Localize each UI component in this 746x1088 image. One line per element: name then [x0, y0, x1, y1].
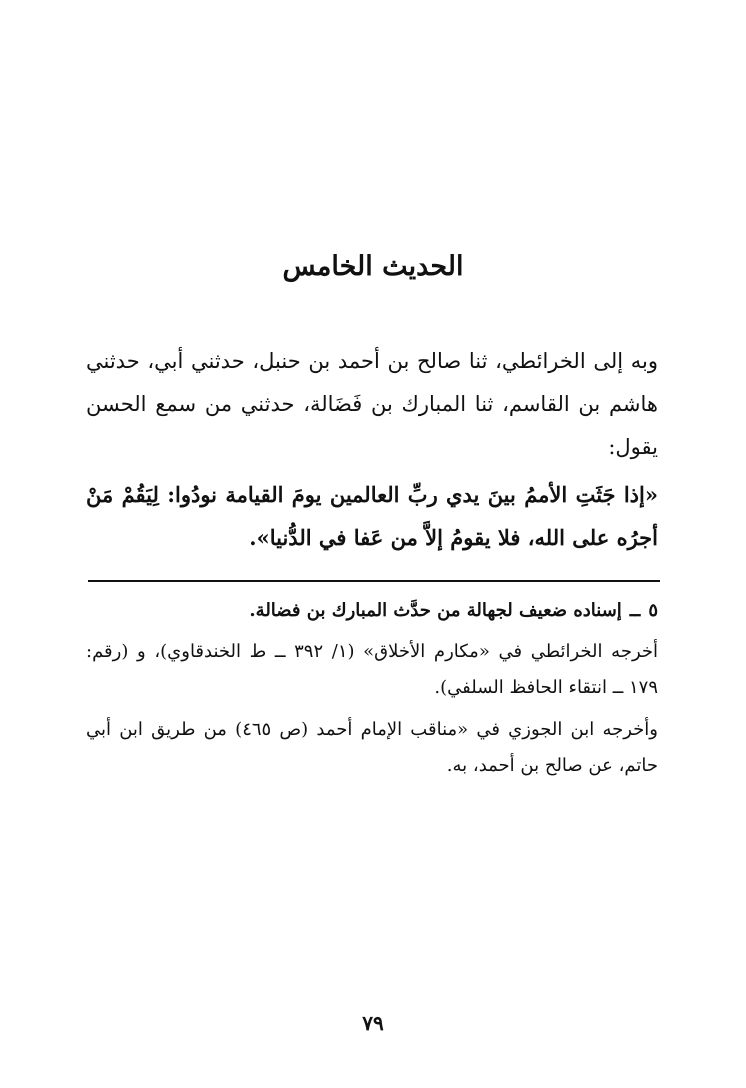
- footnote-heading-line: [86, 594, 658, 628]
- footnote-paragraph-2: وأخرجه ابن الجوزي في «مناقب الإمام أحمد (ص ٤٦٥) من طريق ابن أبي حاتم، عن صالح بن أحمد، به.: [86, 719, 658, 776]
- chapter-title: الحديث الخامس: [282, 251, 464, 282]
- footnote-separator: ــ: [629, 600, 641, 621]
- footnote-divider: [88, 580, 660, 582]
- footnote-heading: إسناده ضعيف لجهالة من حدَّث المبارك بن فضالة.: [249, 600, 622, 621]
- hadith-text: «إذا جَثَتِ الأممُ بينَ يدي ربِّ العالمين يومَ القيامة نودُوا: لِيَقُمْ مَنْ أجرُه على الله، فلا يقومُ إلاَّ من عَفا في الدُّنيا».: [86, 482, 658, 550]
- isnad-paragraph: وبه إلى الخرائطي، ثنا صالح بن أحمد بن حنبل، حدثني أبي، حدثني هاشم بن القاسم، ثنا المبارك بن فَضَالة، حدثني من سمع الحسن يقول:: [86, 349, 658, 459]
- footnotes-section: [86, 594, 658, 784]
- footnote-paragraph-1: أخرجه الخرائطي في «مكارم الأخلاق» (١/ ٣٩٢ ــ ط الخندقاوي)، و (رقم: ١٧٩ ــ انتقاء الحافظ السلفي).: [86, 641, 659, 698]
- footnote-number: ٥: [648, 600, 658, 621]
- main-text: [86, 340, 658, 559]
- page-number: ٧٩: [362, 1011, 384, 1035]
